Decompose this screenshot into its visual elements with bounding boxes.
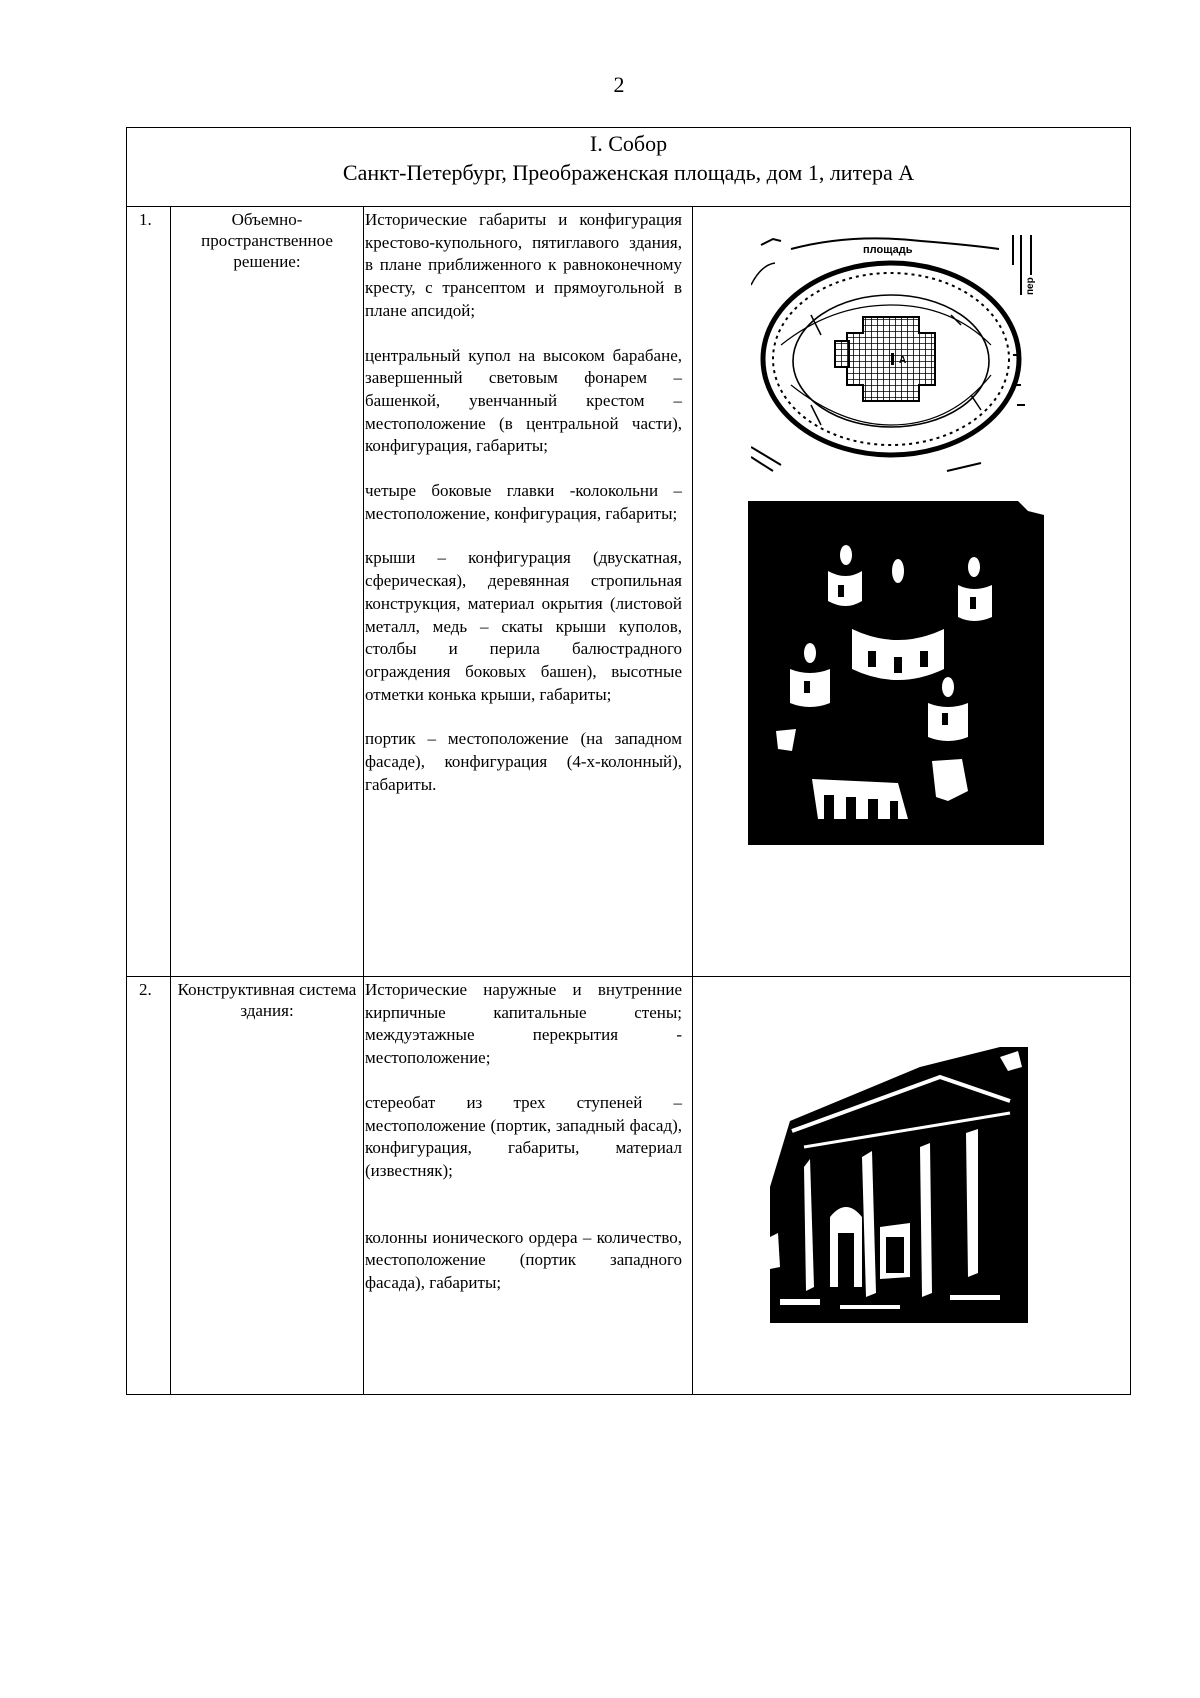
description-paragraph: четыре боковые главки -колокольни – местоположение, конфигурация, габариты; <box>365 481 682 523</box>
description-paragraph: портик – местоположение (на западном фасаде), конфигурация (4-х-колонный), габариты. <box>365 729 682 794</box>
map-litera-label: А <box>899 355 907 366</box>
portico-photo <box>770 1047 1028 1323</box>
row-name: Объемно-пространственное решение: <box>171 207 364 977</box>
row-description <box>364 207 693 977</box>
object-address: Санкт-Петербург, Преображенская площадь, дом 1, литера А <box>342 160 915 185</box>
row-number: 2. <box>127 977 171 1395</box>
row-images <box>693 977 1131 1395</box>
table-row <box>127 207 1131 977</box>
row-number: 1. <box>127 207 171 977</box>
heritage-table <box>126 127 1131 1395</box>
map-side-label: пер <box>1025 277 1036 295</box>
description-paragraph: колонны ионического ордера – количество, местоположение (портик западного фасада), габариты; <box>365 1227 682 1293</box>
map-street-label: площадь <box>863 244 913 256</box>
description-paragraph: Исторические габариты и конфигурация крестово-купольного, пятиглавого здания, в плане приближенного к равноконечному кресту, с трансептом и прямоугольной в плане апсидой; <box>365 210 682 320</box>
aerial-cathedral-photo <box>748 501 1044 845</box>
table-header <box>127 128 1131 207</box>
page-number: 2 <box>613 72 625 97</box>
table-row <box>127 977 1131 1395</box>
row-name: Конструктивная система здания: <box>171 977 364 1395</box>
row-images <box>693 207 1131 977</box>
description-paragraph: крыши – конфигурация (двускатная, сферическая), деревянная стропильная конструкция, материал окрытия (листовой металл, медь – скаты крыши куполов, столбы и перила балюстрадного ограждения боковых башен), высотные отметки конька крыши, габариты; <box>365 548 682 704</box>
description-paragraph: Исторические наружные и внутренние кирпичные капитальные стены; междуэтажные перекрытия - местоположение; <box>365 980 682 1068</box>
object-title: I. Собор <box>589 131 668 156</box>
site-plan-image <box>751 235 1041 473</box>
description-paragraph: стереобат из трех ступеней – местоположение (портик, западный фасад), конфигурация, габариты, материал (известняк); <box>365 1092 682 1180</box>
description-paragraph: центральный купол на высоком барабане, завершенный световым фонарем – башенкой, увенчанный крестом – местоположение (в центральной части), конфигурация, габариты; <box>365 345 682 456</box>
row-description <box>364 977 693 1395</box>
